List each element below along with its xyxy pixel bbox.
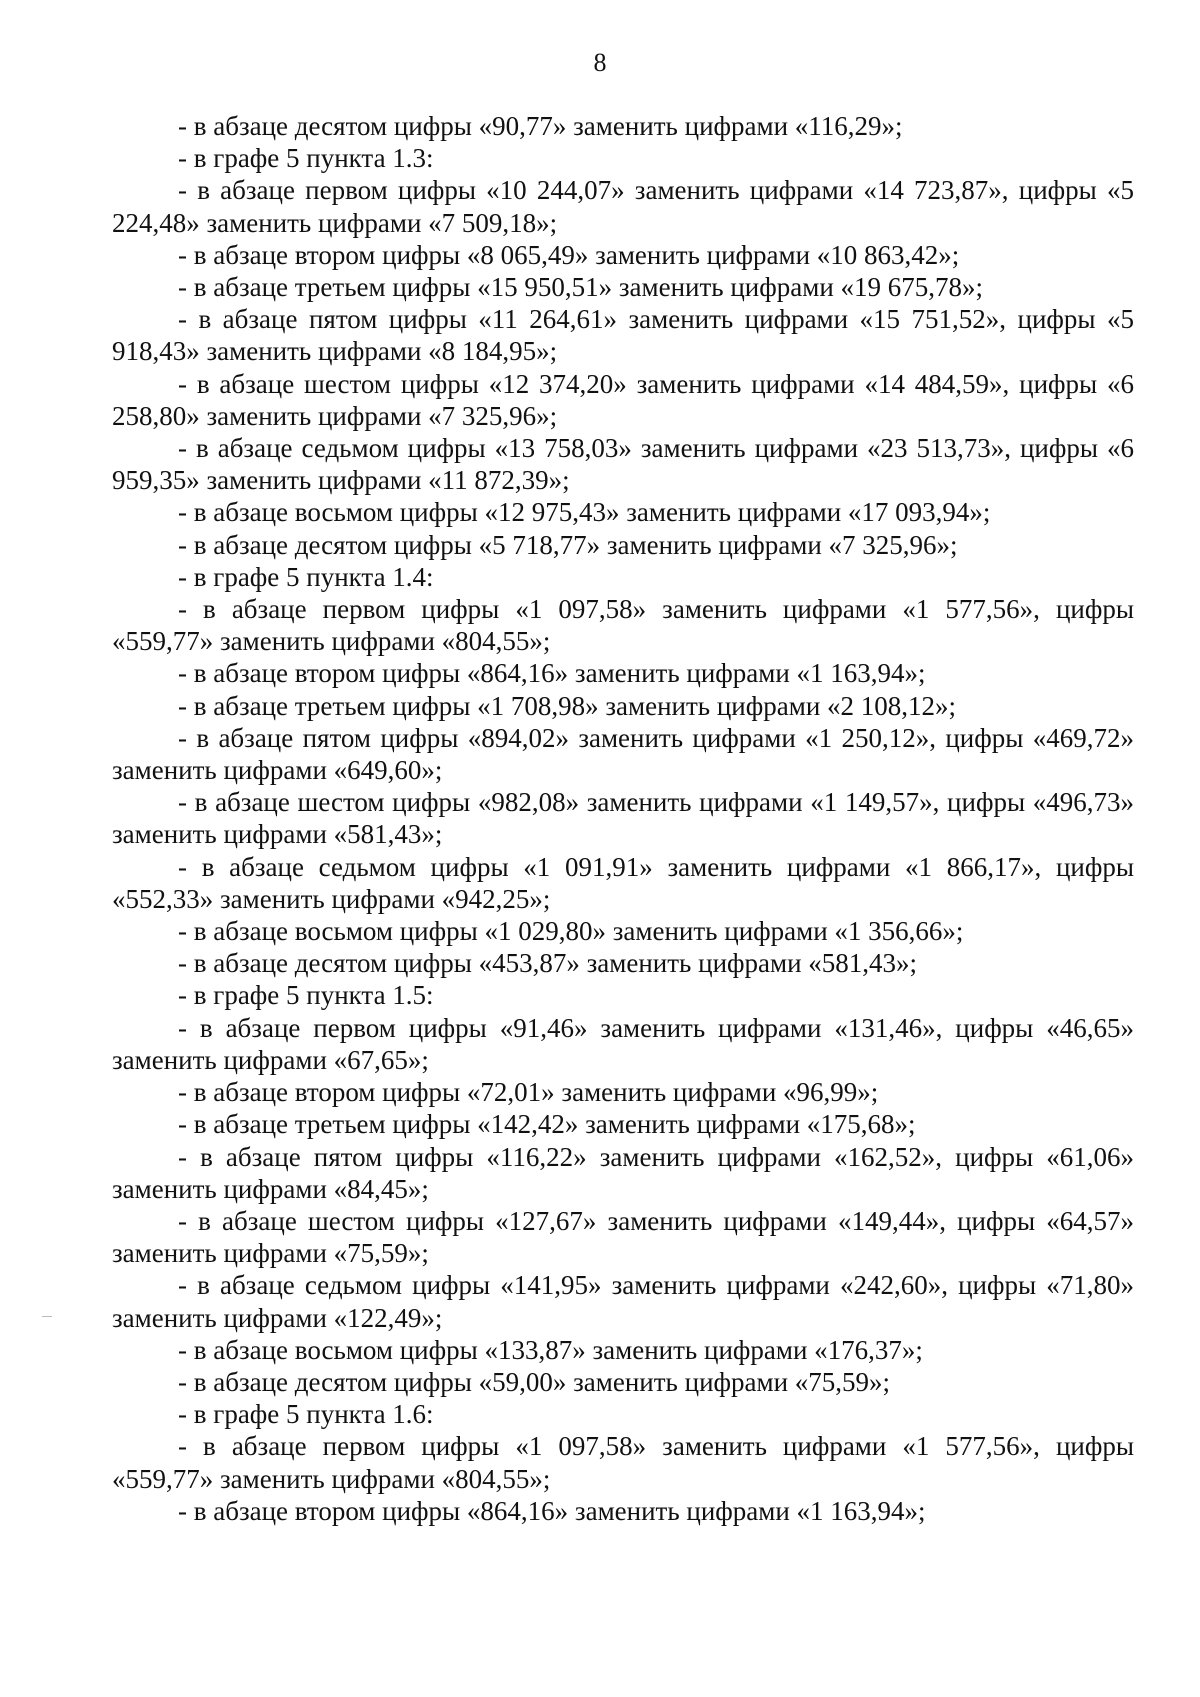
paragraph: - в абзаце третьем цифры «1 708,98» заменить цифрами «2 108,12»; <box>178 690 957 721</box>
paragraph: - в абзаце втором цифры «72,01» заменить цифрами «96,99»; <box>178 1077 879 1108</box>
paragraph: - в абзаце восьмом цифры «1 029,80» заменить цифрами «1 356,66»; <box>178 916 964 947</box>
paragraph: - в графе 5 пункта 1.6: <box>178 1399 434 1430</box>
paragraph: - в абзаце седьмом цифры «141,95» заменить цифрами «242,60», цифры «71,80» заменить цифрами «122,49»; <box>112 1270 1134 1333</box>
paragraph: - в абзаце втором цифры «8 065,49» заменить цифрами «10 863,42»; <box>178 239 960 270</box>
paragraph: - в абзаце третьем цифры «15 950,51» заменить цифрами «19 675,78»; <box>178 272 984 303</box>
paragraph: - в абзаце десятом цифры «5 718,77» заменить цифрами «7 325,96»; <box>178 529 958 560</box>
document-body <box>112 110 1134 1527</box>
paragraph: - в абзаце шестом цифры «982,08» заменить цифрами «1 149,57», цифры «496,73» заменить цифрами «581,43»; <box>112 787 1134 850</box>
paragraph: - в абзаце восьмом цифры «12 975,43» заменить цифрами «17 093,94»; <box>178 497 991 528</box>
paragraph: - в абзаце десятом цифры «453,87» заменить цифрами «581,43»; <box>178 948 918 979</box>
paragraph: - в графе 5 пункта 1.5: <box>178 980 434 1011</box>
paragraph: - в абзаце шестом цифры «127,67» заменить цифрами «149,44», цифры «64,57» заменить цифрами «75,59»; <box>112 1205 1134 1269</box>
paragraph: - в графе 5 пункта 1.3: <box>178 143 434 174</box>
paragraph: - в абзаце восьмом цифры «133,87» заменить цифрами «176,37»; <box>178 1334 923 1365</box>
paragraph: - в абзаце пятом цифры «116,22» заменить цифрами «162,52», цифры «61,06» заменить цифрами «84,45»; <box>112 1141 1134 1204</box>
paragraph: - в графе 5 пункта 1.4: <box>178 561 434 592</box>
paragraph: - в абзаце пятом цифры «11 264,61» заменить цифрами «15 751,52», цифры «5 918,43» заменить цифрами «8 184,95»; <box>112 304 1134 367</box>
paragraph: - в абзаце десятом цифры «90,77» заменить цифрами «116,29»; <box>178 111 903 141</box>
paragraph: - в абзаце первом цифры «91,46» заменить цифрами «131,46», цифры «46,65» заменить цифрами «67,65»; <box>112 1012 1134 1075</box>
paragraph: - в абзаце первом цифры «1 097,58» заменить цифрами «1 577,56», цифры «559,77» заменить цифрами «804,55»; <box>112 594 1134 657</box>
scan-artifact <box>42 1316 52 1317</box>
paragraph: - в абзаце третьем цифры «142,42» заменить цифрами «175,68»; <box>178 1109 916 1140</box>
page-number: 8 <box>593 48 607 77</box>
paragraph: - в абзаце первом цифры «1 097,58» заменить цифрами «1 577,56», цифры «559,77» заменить цифрами «804,55»; <box>112 1431 1134 1494</box>
paragraph: - в абзаце седьмом цифры «13 758,03» заменить цифрами «23 513,73», цифры «6 959,35» заменить цифрами «11 872,39»; <box>112 433 1134 496</box>
paragraph: - в абзаце пятом цифры «894,02» заменить цифрами «1 250,12», цифры «469,72» заменить цифрами «649,60»; <box>112 722 1134 786</box>
paragraph: - в абзаце седьмом цифры «1 091,91» заменить цифрами «1 866,17», цифры «552,33» заменить цифрами «942,25»; <box>112 851 1134 914</box>
paragraph: - в абзаце втором цифры «864,16» заменить цифрами «1 163,94»; <box>178 658 926 689</box>
paragraph: - в абзаце первом цифры «10 244,07» заменить цифрами «14 723,87», цифры «5 224,48» заменить цифрами «7 509,18»; <box>112 175 1134 238</box>
paragraph: - в абзаце шестом цифры «12 374,20» заменить цифрами «14 484,59», цифры «6 258,80» заменить цифрами «7 325,96»; <box>112 368 1134 431</box>
paragraph: - в абзаце десятом цифры «59,00» заменить цифрами «75,59»; <box>178 1366 891 1397</box>
paragraph: - в абзаце втором цифры «864,16» заменить цифрами «1 163,94»; <box>178 1495 926 1526</box>
